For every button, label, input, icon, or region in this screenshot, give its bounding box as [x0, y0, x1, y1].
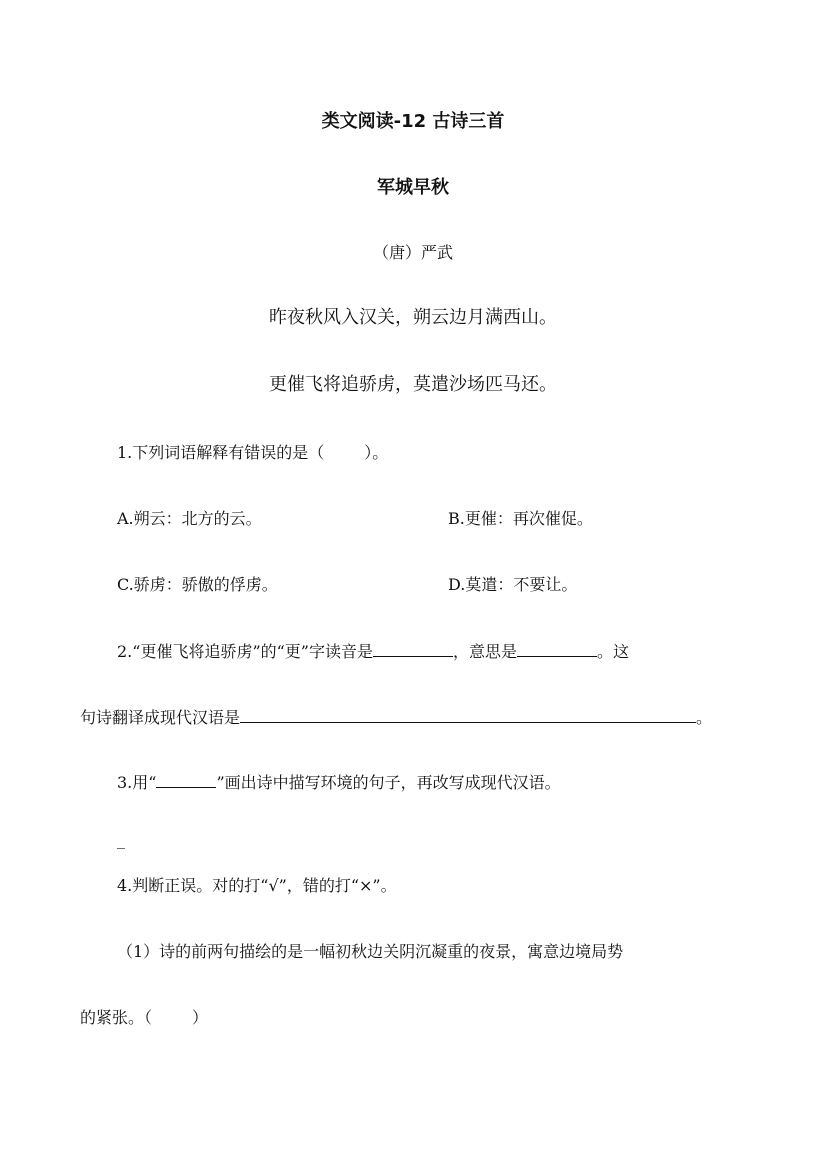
option-d: D.莫遣：不要让。 — [448, 575, 578, 594]
answer-blank-meaning[interactable] — [517, 640, 597, 657]
option-b: B.更催：再次催促。 — [448, 509, 593, 528]
question-2-text-2: ，意思是 — [453, 642, 518, 661]
question-3-text-1: 3.用“ — [117, 773, 157, 792]
question-1-options-row-2 — [117, 575, 578, 594]
question-2-text-4: 句诗翻译成现代汉语是 — [80, 708, 241, 727]
question-2-text-5: 。 — [696, 708, 713, 727]
question-2-line-1 — [117, 640, 629, 660]
underline-sample — [156, 771, 216, 788]
question-2-text-1: 2.“更催飞将追骄虏”的“更”字读音是 — [117, 642, 373, 661]
question-2-line-2 — [80, 706, 712, 726]
answer-blank-translation[interactable] — [240, 706, 696, 723]
answer-line-mark[interactable]: _ — [117, 830, 125, 849]
option-a: A.朔云：北方的云。 — [117, 509, 262, 528]
question-3 — [117, 771, 561, 791]
poem-author: （唐）严武 — [372, 243, 453, 262]
question-4-item-1-line-1: （1）诗的前两句描绘的是一幅初秋边关阴沉凝重的夜景，寓意边境局势 — [117, 942, 624, 961]
question-1-options-row-1 — [117, 509, 593, 528]
question-1-text-after: ）。 — [364, 443, 389, 462]
question-2-text-3: 。这 — [597, 642, 630, 661]
option-c: C.骄虏：骄傲的俘虏。 — [117, 575, 278, 594]
poem-line-2: 更催飞将追骄虏，莫遣沙场匹马还。 — [269, 374, 557, 395]
question-3-text-2: ”画出诗中描写环境的句子，再改写成现代汉语。 — [216, 773, 561, 792]
question-4-item-1-line-2 — [80, 1010, 208, 1026]
question-1-stem — [117, 445, 388, 461]
question-4-stem: 4.判断正误。对的打“√”，错的打“×”。 — [117, 876, 397, 895]
poem-title: 军城早秋 — [377, 177, 449, 198]
question-4-item-1-text-after: ） — [192, 1008, 209, 1027]
question-1-text-before: 1.下列词语解释有错误的是（ — [117, 443, 325, 462]
answer-blank-pronunciation[interactable] — [373, 640, 453, 657]
question-4-item-1-text-before: 的紧张。（ — [80, 1008, 153, 1027]
poem-line-1: 昨夜秋风入汉关，朔云边月满西山。 — [269, 307, 557, 328]
page-title: 类文阅读-12 古诗三首 — [321, 111, 505, 132]
